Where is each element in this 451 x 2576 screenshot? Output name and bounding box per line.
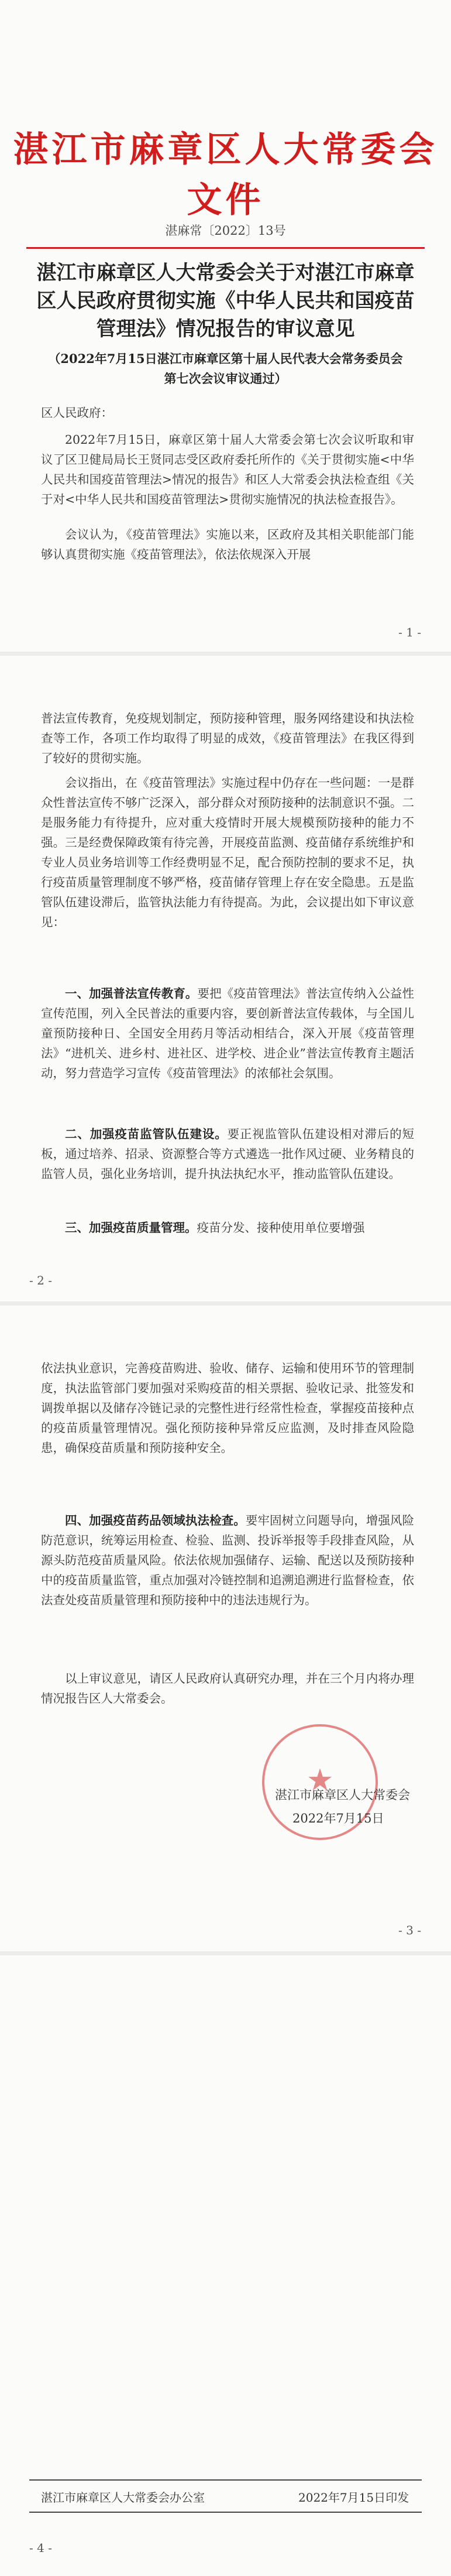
footer-office: 湛江市麻章区人大常委会办公室 bbox=[41, 2491, 205, 2505]
page-number-3: - 3 - bbox=[398, 1923, 421, 1937]
section-3-body-a: 疫苗分发、接种使用单位要增强 bbox=[197, 1221, 365, 1235]
page-3 bbox=[0, 1306, 451, 1955]
section-3-title: 三、加强疫苗质量管理。 bbox=[65, 1221, 197, 1235]
section-4 bbox=[41, 1510, 414, 1610]
red-divider bbox=[26, 247, 425, 249]
section-4-title: 四、加强疫苗药品领域执法检查。 bbox=[65, 1513, 246, 1527]
signature-date: 2022年7月15日 bbox=[292, 1811, 384, 1825]
page-2 bbox=[0, 656, 451, 1306]
section-3-body-b: 依法执业意识，完善疫苗购进、验收、储存、运输和使用环节的管理制度，执法监管部门要加强对采购疫苗的相关票据、验收记录、批签发和调拨单据以及储存冷链记录的完整性进行经常性检查，掌握疫苗接种点的疫苗质量管理情况。强化预防接种异常反应监测，及时排查风险隐患，确保疫苗质量和预防接种安全。 bbox=[41, 1361, 414, 1455]
page-4 bbox=[0, 1955, 451, 2576]
footer-print-date: 2022年7月15日印发 bbox=[298, 2491, 409, 2505]
paragraph-closing: 以上审议意见，请区人民政府认真研究办理，并在三个月内将办理情况报告区人大常委会。 bbox=[41, 1671, 414, 1705]
page-number-2: - 2 - bbox=[29, 1273, 52, 1287]
section-4-body: 要牢固树立问题导向，增强风险防范意识，统筹运用检查、检验、监测、投诉举报等手段排查风险，从源头防范疫苗质量风险。依法依规加强储存、运输、配送以及预防接种中的疫苗质量监管，重点加强对冷链控制和追溯追溯进行监督检查，依法查处疫苗质量管理和预防接种中的违法违规行为。 bbox=[41, 1513, 415, 1607]
salutation: 区人民政府： bbox=[41, 406, 113, 420]
section-2-title: 二、加强疫苗监管队伍建设。 bbox=[65, 1127, 228, 1141]
footer-rule-bottom bbox=[29, 2512, 422, 2513]
seal-star-icon: ★ bbox=[306, 1763, 334, 1798]
page-number-4: - 4 - bbox=[29, 2541, 52, 2555]
section-3-start bbox=[41, 1218, 414, 1238]
section-1-title: 一、加强普法宣传教育。 bbox=[65, 986, 198, 1001]
document-title: 湛江市麻章区人大常委会关于对湛江市麻章区人民政府贯彻实施《中华人民共和国疫苗管理法》情况报告的审议意见 bbox=[36, 261, 415, 341]
page-number-1: - 1 - bbox=[398, 625, 421, 639]
paragraph-consider-part1: 会议认为，《疫苗管理法》实施以来，区政府及其相关职能部门能够认真贯彻实施《疫苗管理法》，依法依规深入开展 bbox=[41, 527, 414, 561]
signature-org: 湛江市麻章区人大常委会 bbox=[275, 1788, 410, 1802]
section-2-body: 要正视监管队伍建设相对滞后的短板，通过培养、招录、资源整合等方式遴选一批作风过硬、业务精良的监管人员，强化业务培训，提升执法执纪水平，推动监管队伍建设。 bbox=[41, 1127, 415, 1181]
footer-rule-top bbox=[29, 2479, 422, 2481]
document-subtitle: （2022年7月15日湛江市麻章区第十届人民代表大会常务委员会第七次会议审议通过） bbox=[48, 351, 403, 386]
section-2 bbox=[41, 1124, 414, 1184]
paragraph-intro: 2022年7月15日，麻章区第十届人大常委会第七次会议听取和审议了区卫健局局长王贤同志受区政府委托所作的《关于贯彻实施<中华人民共和国疫苗管理法>情况的报告》和区人大常委会执法检查组《关于对<中华人民共和国疫苗管理法>贯彻实施情况的执法检查报告》。 bbox=[41, 433, 414, 506]
paragraph-consider-part2: 普法宣传教育，免疫规划制定，预防接种管理，服务网络建设和执法检查等工作，各项工作均取得了明显的成效，《疫苗管理法》在我区得到了较好的贯彻实施。 bbox=[41, 711, 414, 765]
org-title: 湛江市麻章区人大常委会文件 bbox=[13, 129, 438, 221]
paragraph-problems: 会议指出，在《疫苗管理法》实施过程中仍存在一些问题：一是群众性普法宣传不够广泛深入，部分群众对预防接种的法制意识不强。二是服务能力有待提升，应对重大疫情时开展大规模预防接种的能力不强。三是经费保障政策有待完善，开展疫苗监测、疫苗储存系统维护和专业人员业务培训等工作经费明显不足，配合预防控制的要求不足，执行疫苗质量管理制度不够严格，疫苗储存管理上存在安全隐患。五是监管队伍建设滞后，监管执法能力有待提高。为此，会议提出如下审议意见： bbox=[41, 776, 414, 929]
page-1 bbox=[0, 0, 451, 656]
doc-number: 湛麻常〔2022〕13号 bbox=[165, 224, 286, 238]
section-1 bbox=[41, 984, 414, 1083]
section-1-body: 要把《疫苗管理法》普法宣传纳入公益性宣传范围，列入全民普法的重要内容，要创新普法宣传载体，与全国儿童预防接种日、全国安全用药月等活动相结合，深入开展《疫苗管理法》“进机关、进乡村、进社区、进学校、进企业”普法宣传教育主题活动，努力营造学习宣传《疫苗管理法》的浓郁社会氛围。 bbox=[41, 986, 415, 1080]
